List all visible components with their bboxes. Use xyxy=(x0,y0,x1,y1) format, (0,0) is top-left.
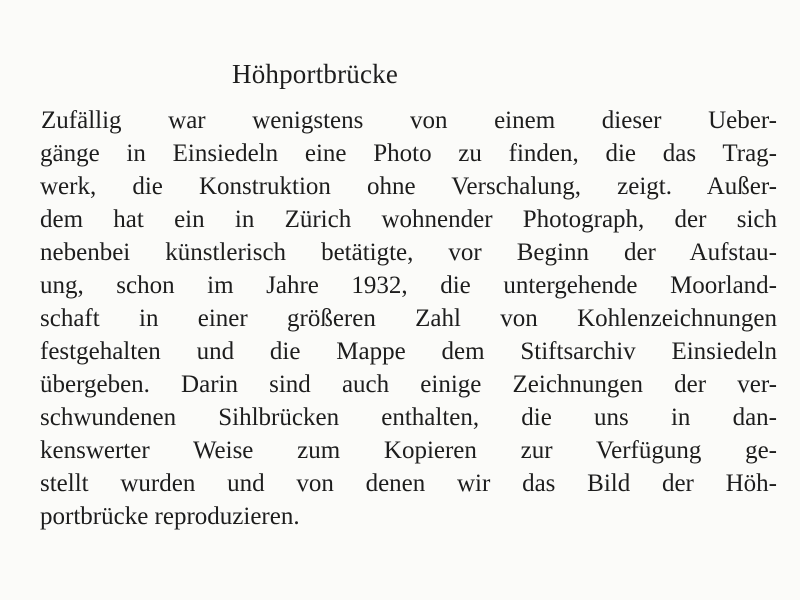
text-line: stellt wurden und von denen wir das Bild der Höh- xyxy=(40,470,777,497)
text-line: nebenbei künstlerisch betätigte, vor Beginn der Aufstau- xyxy=(40,239,777,266)
text-line: schaft in einer größeren Zahl von Kohlenzeichnungen xyxy=(40,305,777,332)
text-line: schwundenen Sihlbrücken enthalten, die uns in dan- xyxy=(40,404,777,431)
text-line: festgehalten und die Mappe dem Stiftsarchiv Einsiedeln xyxy=(40,338,777,365)
text-line: Zufällig war wenigstens von einem dieser Ueber- xyxy=(41,107,777,134)
text-line: gänge in Einsiedeln eine Photo zu finden, die das Trag- xyxy=(40,140,777,167)
text-line: übergeben. Darin sind auch einige Zeichnungen der ver- xyxy=(40,371,777,398)
text-line: portbrücke reproduzieren. xyxy=(40,503,300,530)
text-line: ung, schon im Jahre 1932, die untergehende Moorland- xyxy=(40,272,777,299)
text-line: werk, die Konstruktion ohne Verschalung, zeigt. Außer- xyxy=(40,173,777,200)
text-line: dem hat ein in Zürich wohnender Photograph, der sich xyxy=(40,206,777,233)
text-line: kenswerter Weise zum Kopieren zur Verfügung ge- xyxy=(40,437,777,464)
page-title: Höhportbrücke xyxy=(232,59,399,89)
